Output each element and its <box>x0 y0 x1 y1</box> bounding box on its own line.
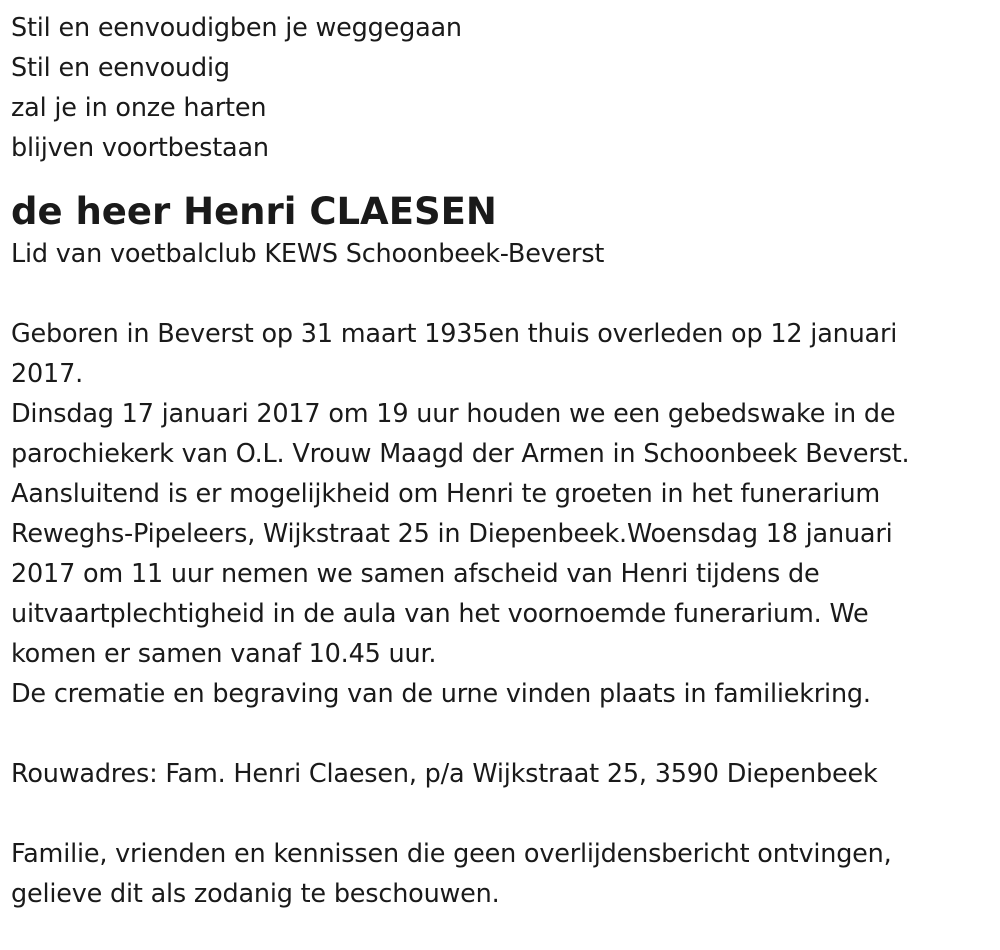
notice-line: Familie, vrienden en kennissen die geen overlijdensbericht ontvingen, <box>11 839 892 869</box>
details-line: Geboren in Beverst op 31 maart 1935en thuis overleden op 12 januari <box>11 319 898 349</box>
spacer <box>11 714 986 754</box>
spacer <box>11 274 986 314</box>
notice-line: gelieve dit als zodanig te beschouwen. <box>11 879 500 909</box>
details-line: Dinsdag 17 januari 2017 om 19 uur houden we een gebedswake in de <box>11 399 896 429</box>
poem <box>11 8 986 168</box>
details-line: parochiekerk van O.L. Vrouw Maagd der Armen in Schoonbeek Beverst. <box>11 439 910 469</box>
poem-line: zal je in onze harten <box>11 93 267 123</box>
notice-paragraph <box>11 834 986 914</box>
deceased-name: de heer Henri CLAESEN <box>11 190 497 233</box>
details-line: komen er samen vanaf 10.45 uur. <box>11 639 437 669</box>
details-paragraph <box>11 314 986 714</box>
details-line: uitvaartplechtigheid in de aula van het voornoemde funerarium. We <box>11 599 869 629</box>
details-line: Aansluitend is er mogelijkheid om Henri te groeten in het funerarium <box>11 479 881 509</box>
deceased-subtitle: Lid van voetbalclub KEWS Schoonbeek-Beverst <box>11 239 605 269</box>
mourning-address: Rouwadres: Fam. Henri Claesen, p/a Wijkstraat 25, 3590 Diepenbeek <box>11 759 878 789</box>
poem-line: Stil en eenvoudig <box>11 53 230 83</box>
spacer <box>11 794 986 834</box>
poem-line: Stil en eenvoudigben je weggegaan <box>11 13 462 43</box>
obituary-document <box>11 8 986 914</box>
details-line: Reweghs-Pipeleers, Wijkstraat 25 in Diepenbeek.Woensdag 18 januari <box>11 519 893 549</box>
details-line: 2017. <box>11 359 84 389</box>
poem-line: blijven voortbestaan <box>11 133 269 163</box>
details-line: De crematie en begraving van de urne vinden plaats in familiekring. <box>11 679 871 709</box>
details-line: 2017 om 11 uur nemen we samen afscheid van Henri tijdens de <box>11 559 820 589</box>
